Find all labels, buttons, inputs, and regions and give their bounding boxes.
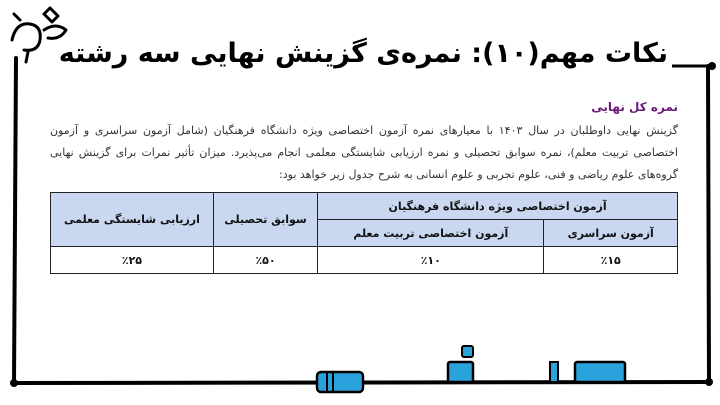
bottom-blue-block-left [317, 372, 363, 392]
header-competency-assessment: ارزیابی شایستگی معلمی [51, 193, 214, 247]
header-national-exam: آزمون سراسری [544, 220, 678, 247]
cell-national-exam: ٪۱۵ [544, 247, 678, 274]
frame-dot-tr [708, 62, 716, 70]
bottom-blue-square [462, 346, 473, 357]
cell-teacher-training-exam: ٪۱۰ [318, 247, 544, 274]
bottom-blue-block-mid [448, 362, 473, 382]
frame-left-line [14, 58, 16, 383]
header-specialized-exam: آزمون اختصاصی ویژه دانشگاه فرهنگیان [318, 193, 678, 220]
cell-competency-assessment: ٪۲۵ [51, 247, 214, 274]
cell-academic-records: ٪۵۰ [213, 247, 317, 274]
section-heading: نمره کل نهایی [591, 100, 678, 114]
body-paragraph: گزینش نهایی داوطلبان در سال ۱۴۰۳ با معیارهای نمره آزمون اختصاصی ویژه دانشگاه فرهنگیان (شامل آزمون سراسری و آزمون اختصاصی تربیت معلم)، نمره سوابق تحصیلی و نمره ارزیابی شایستگی معلمی انجام می‌پذیرد. میزان تأثیر نمرات برای گزینش نهایی گروه‌های علوم ریاضی و فنی، علوم تجربی و علوم انسانی به شرح جدول زیر خواهد بود: [50, 124, 678, 181]
frame-dot-br [705, 378, 713, 386]
frame-right-line [708, 66, 709, 382]
frame-dot-bl [10, 379, 18, 387]
header-academic-records: سوابق تحصیلی [213, 193, 317, 247]
score-weights-table [50, 192, 678, 274]
corner-doodle-icon [12, 8, 66, 62]
table-row [51, 247, 678, 274]
bottom-blue-bar-small [550, 362, 558, 382]
table-header-row [51, 193, 678, 220]
slide-title: نکات مهم(۱۰): نمره‌ی گزینش نهایی سه رشته [58, 38, 668, 69]
slide-content [50, 100, 678, 274]
header-teacher-training-exam: آزمون اختصاصی تربیت معلم [318, 220, 544, 247]
bottom-blue-block-right [575, 362, 625, 382]
